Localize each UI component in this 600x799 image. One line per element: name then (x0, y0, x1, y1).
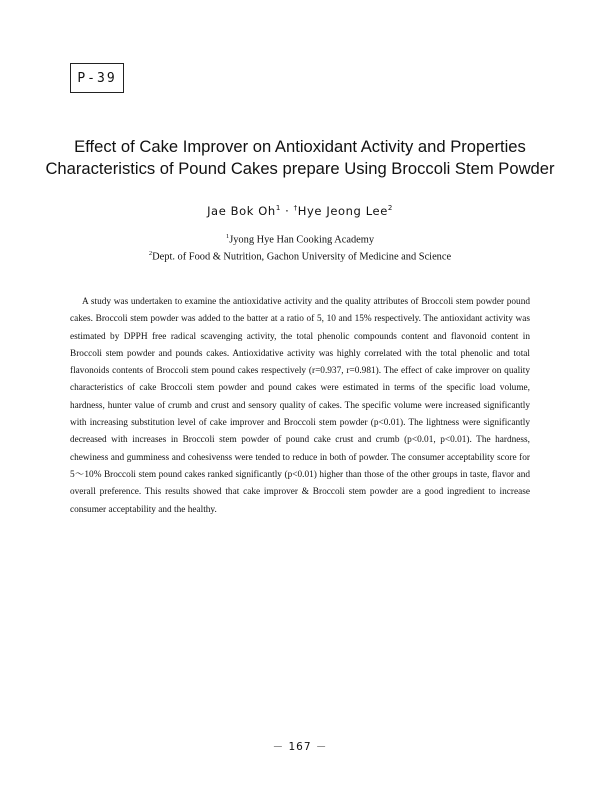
author-separator: · (280, 204, 294, 218)
affiliation-1 (0, 230, 600, 247)
author-line (0, 204, 600, 218)
affiliations (0, 230, 600, 264)
author-2-name: Hye Jeong Lee (297, 204, 388, 218)
affiliation-2-mark: 2 (148, 249, 153, 257)
author-1-name: Jae Bok Oh (207, 204, 276, 218)
abstract-text: A study was undertaken to examine the antioxidative activity and the quality attributes of Broccoli stem powder pound cakes. Broccoli stem powder was added to the batter at a ratio of 5, 10 and 15% respectively. The antioxidant activity was estimated by DPPH free radical scavenging activity, the total phenolic compounds content and flavonoid content in Broccoli stem powder and pounds cakes. Antioxidative activity was highly correlated with the total phenolic and total flavonoids contents of Broccoli stem pound cakes respectively (r=0.937, r=0.981). The effect of cake improver on quality characteristics of cake Broccoli stem powder and pound cakes were estimated in terms of the specific load volume, hardness, hunter value of crumb and crust and sensory quality of cakes. The specific volume were increased significantly with increasing substitution level of cake improver and Broccoli stem powder (p<0.01). The lightness were significantly decreased with increases in Broccoli stem powder of pound cake crust and crumb (p<0.01, p<0.01). The hardness, chewiness and gumminess and cohesivenss were tended to reduce in both of powder. The consumer acceptability score for 5～10% Broccoli stem pound cakes ranked significantly (p<0.01) higher than those of the other groups in taste, flavor and overall preference. This results showed that cake improver & Broccoli stem powder are a good ingredient to increase consumer acceptability and the healthy. (70, 297, 530, 515)
title-line-1: Effect of Cake Improver on Antioxidant Activity and Properties (74, 137, 526, 156)
corresponding-author-mark: † (293, 204, 298, 213)
affiliation-1-mark: 1 (225, 233, 230, 240)
poster-id-box: P-39 (70, 63, 124, 93)
title-line-2: Characteristics of Pound Cakes prepare Using Broccoli Stem Powder (45, 159, 555, 178)
paper-title (40, 136, 560, 180)
affiliation-1-text: Jyong Hye Han Cooking Academy (229, 234, 375, 246)
author-1-affil-mark: 1 (275, 204, 281, 213)
affiliation-2-text: Dept. of Food & Nutrition, Gachon University of Medicine and Science (152, 251, 452, 263)
page-number: － 167 － (272, 741, 328, 753)
affiliation-2 (0, 247, 600, 264)
author-2-affil-mark: 2 (387, 204, 393, 213)
